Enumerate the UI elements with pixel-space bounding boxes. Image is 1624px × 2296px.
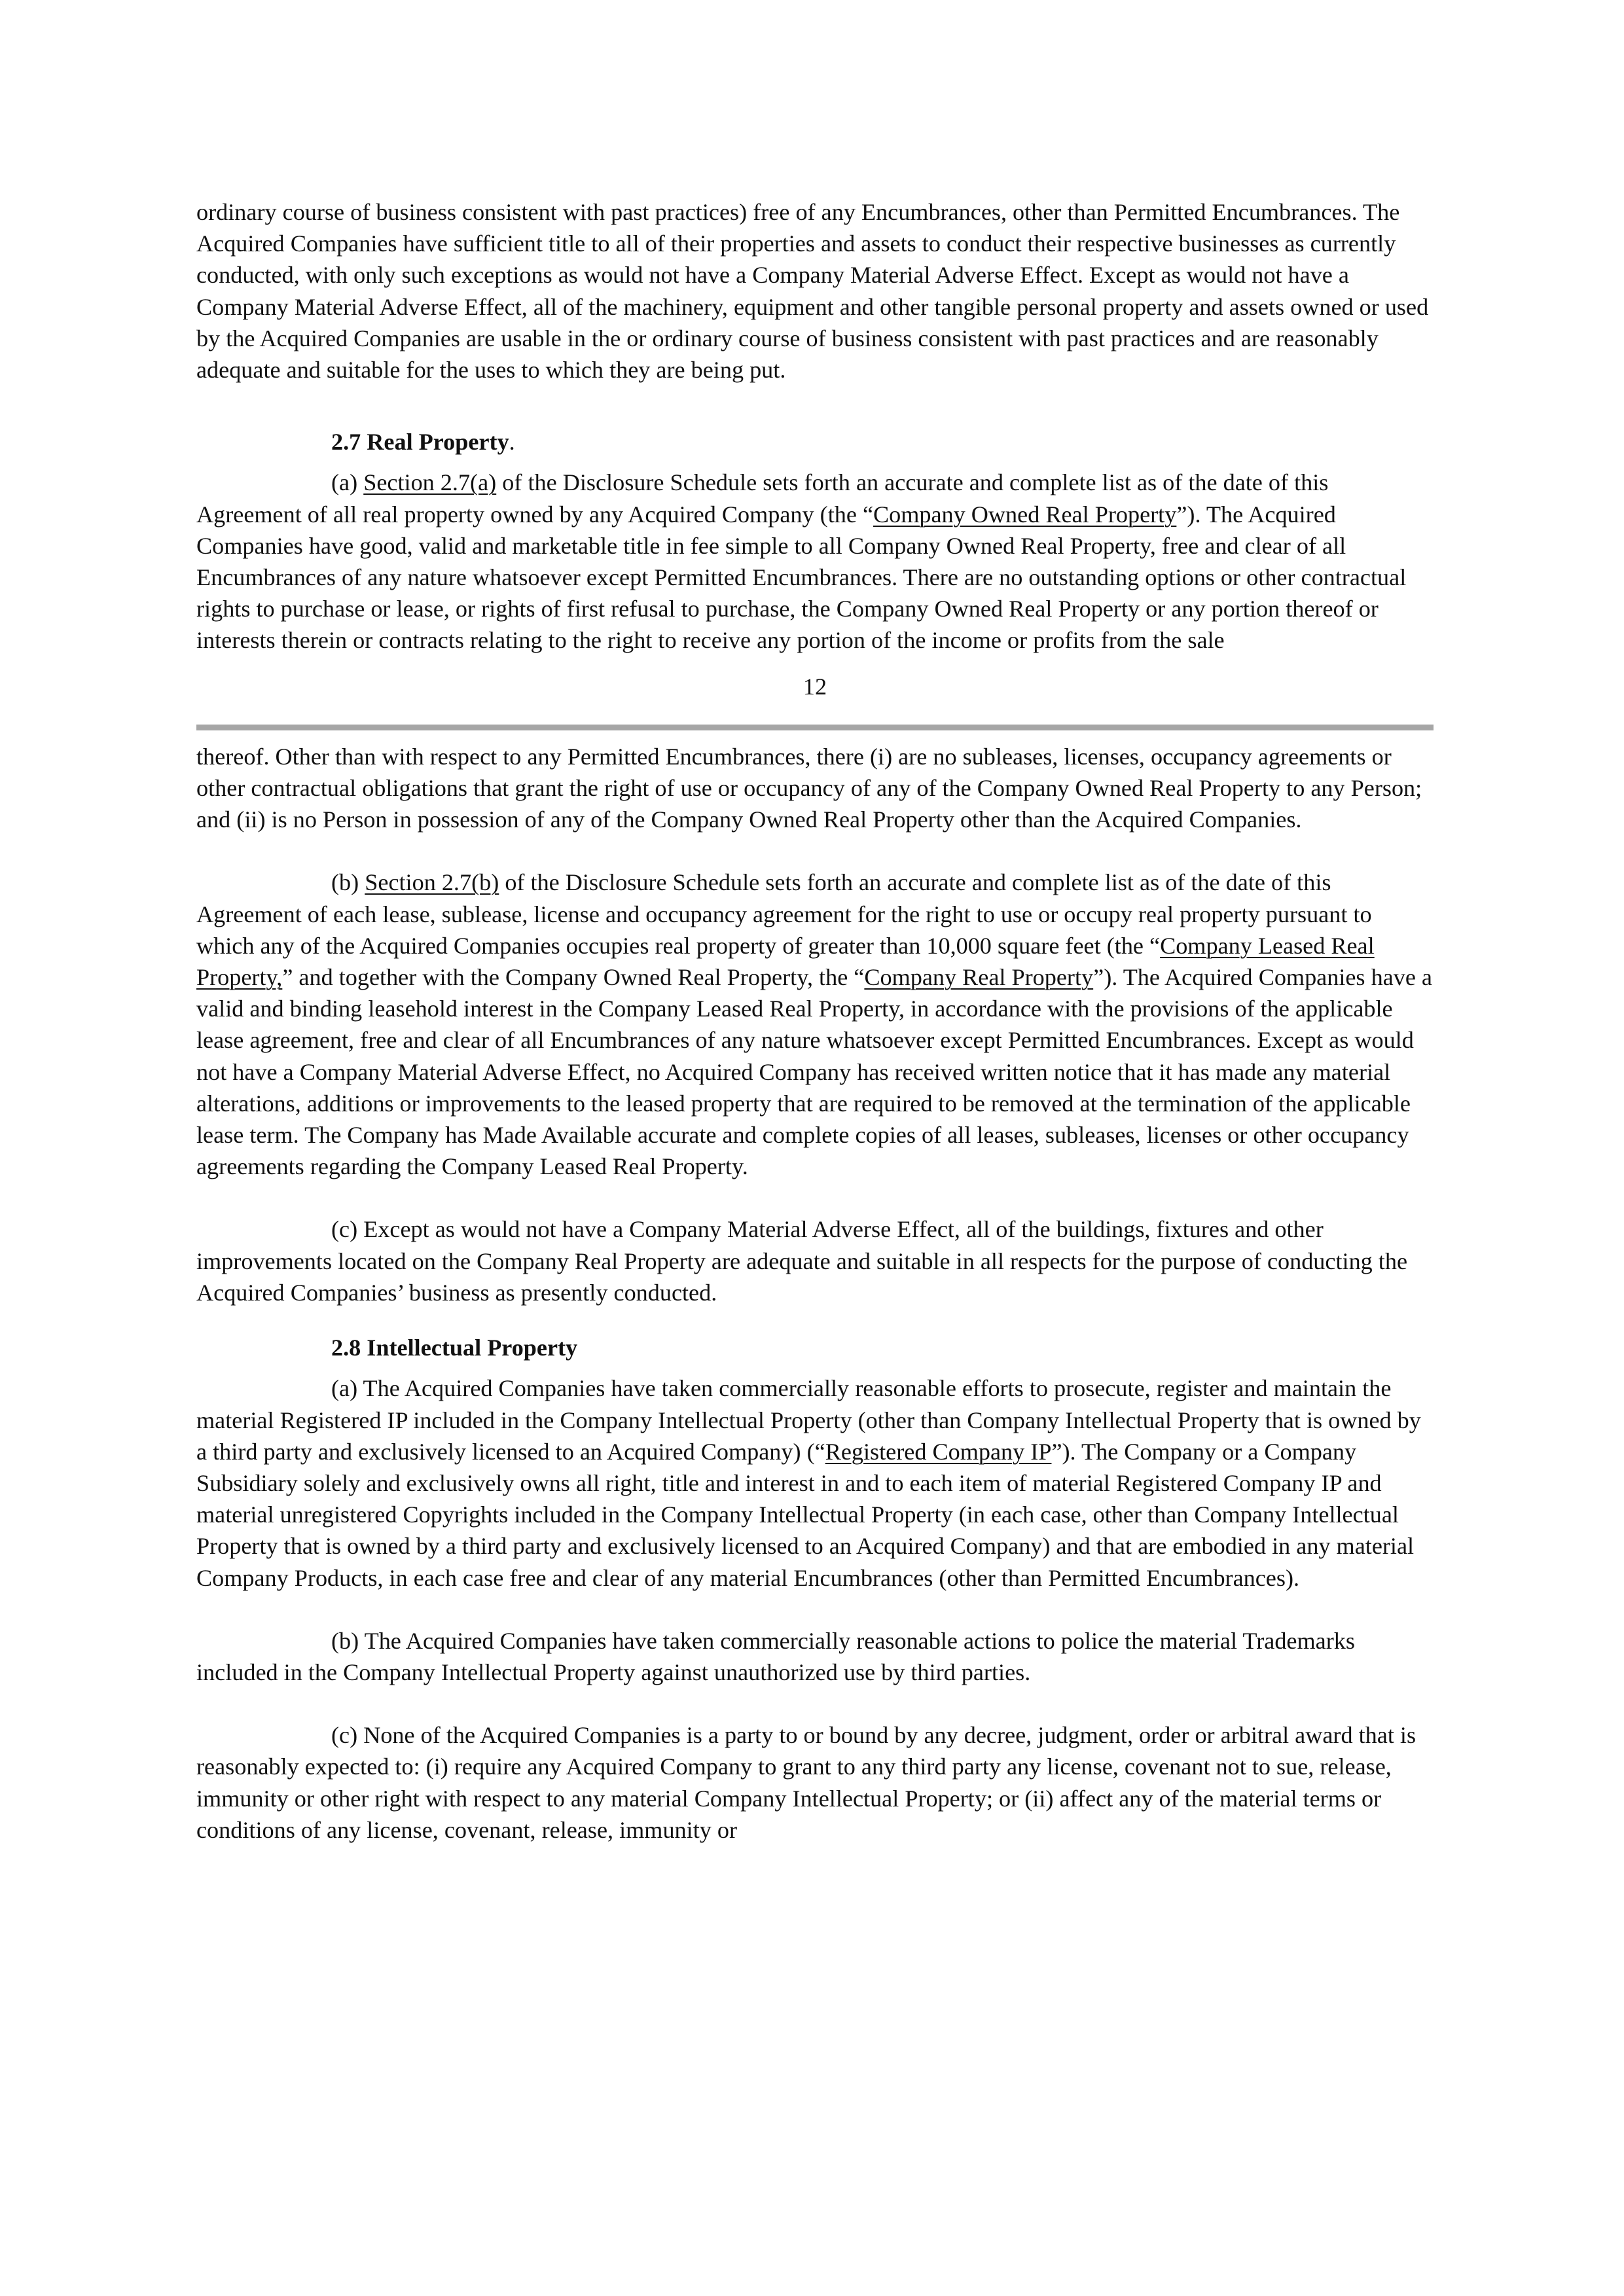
- paragraph-2-7-c: (c) Except as would not have a Company Material Adverse Effect, all of the buildings, fixtures and other improvements located on the Company Real Property are adequate and suitable in all respects for the purpose of conducting the Acquired Companies’ business as presently conducted.: [196, 1216, 1408, 1306]
- spacer: [196, 1182, 1434, 1213]
- defined-term: Registered Company IP: [825, 1438, 1052, 1465]
- paragraph-continuation-2-7-a: thereof. Other than with respect to any Permitted Encumbrances, there (i) are no subleases, licenses, occupancy agreements or other contractual obligations that grant the right of use or occupancy of any of the Company Owned Real Property to any Person; and (ii) is no Person in possession of any of the Company Owned Real Property other than the Acquired Companies.: [196, 743, 1422, 833]
- text-run: of the Disclosure Schedule sets forth an accurate and complete list as of the date of this Agreement of all real property owned by any Acquired Company (the “: [196, 469, 1329, 528]
- section-heading-2-7: [196, 426, 1434, 457]
- spacer: [196, 656, 1434, 671]
- paragraph-2-8-a: [196, 1372, 1434, 1593]
- text-run: of the Disclosure Schedule sets forth an accurate and complete list as of the date of this Agreement of each lease, sublease, license and occupancy agreement for the right to use or occupy real property pursuant to which any of the Acquired Companies occupies real property of greater than 10,000 square feet (the “: [196, 869, 1372, 959]
- defined-term: Company Real Property: [864, 964, 1094, 991]
- page-number: 12: [803, 673, 827, 700]
- paragraph-continuation-2-6: ordinary course of business consistent with past practices) free of any Encumbrances, other than Permitted Encumbrances. The Acquired Companies have sufficient title to all of their properties and assets to conduct their respective businesses as currently conducted, with only such exceptions as would not have a Company Material Adverse Effect. Except as would not have a Company Material Adverse Effect, all of the machinery, equipment and other tangible personal property and assets owned or used by the Acquired Companies are usable in the or ordinary course of business consistent with past practices and are reasonably adequate and suitable for the uses to which they are being put.: [196, 199, 1429, 384]
- paragraph-2-7-b: [196, 867, 1434, 1182]
- page-break-divider: [196, 725, 1434, 730]
- spacer: [196, 1594, 1434, 1625]
- document-page: [196, 196, 1434, 1846]
- heading-text: 2.7 Real Property: [331, 429, 509, 456]
- text-run: (a): [331, 469, 364, 496]
- defined-term: Company Leased Real Property,: [196, 932, 1375, 991]
- section-reference-2-7-b: Section 2.7(b): [365, 869, 499, 896]
- spacer: [196, 1688, 1434, 1719]
- paragraph-2-8-c: (c) None of the Acquired Companies is a party to or bound by any decree, judgment, order or arbitral award that is reasonably expected to: (i) require any Acquired Company to grant to any third party any license, covenant not to sue, release, immunity or other right with respect to any material Company Intellectual Property; or (ii) affect any of the material terms or conditions of any license, covenant, release, immunity or: [196, 1722, 1416, 1843]
- section-reference-2-7-a: Section 2.7(a): [363, 469, 497, 496]
- spacer: [196, 1363, 1434, 1372]
- text-run: (a) The Acquired Companies have taken commercially reasonable efforts to prosecute, register and maintain the material Registered IP included in the Company Intellectual Property (other than Company Intellectual Property that is owned by a third party and exclusively licensed to an Acquired Company) (“: [196, 1375, 1421, 1465]
- section-heading-2-8: 2.8 Intellectual Property: [331, 1335, 578, 1361]
- paragraph-2-8-b: (b) The Acquired Companies have taken commercially reasonable actions to police the material Trademarks included in the Company Intellectual Property against unauthorized use by third parties.: [196, 1627, 1355, 1685]
- text-run: ”). The Acquired Companies have good, valid and marketable title in fee simple to all Company Owned Real Property, free and clear of all Encumbrances of any nature whatsoever except Permitted Encumbrances. There are no outstanding options or other contractual rights to purchase or lease, or rights of first refusal to purchase, the Company Owned Real Property or any portion thereof or interests therein or contracts relating to the right to receive any portion of the income or profits from the sale: [196, 501, 1407, 654]
- spacer: [196, 386, 1434, 426]
- heading-period: .: [509, 429, 515, 456]
- text-run: ”). The Acquired Companies have a valid and binding leasehold interest in the Company Leased Real Property, in accordance with the provisions of the applicable lease agreement, free and clear of all Encumbrances of any nature whatsoever except Permitted Encumbrances. Except as would not have a Company Material Adverse Effect, no Acquired Company has received written notice that it has made any material alterations, additions or improvements to the leased property that are required to be removed at the termination of the applicable lease term. The Company has Made Available accurate and complete copies of all leases, subleases, licenses or other occupancy agreements regarding the Company Leased Real Property.: [196, 964, 1432, 1180]
- text-run: ”). The Company or a Company Subsidiary solely and exclusively owns all right, title and interest in and to each item of material Registered Company IP and material unregistered Copyrights included in the Company Intellectual Property (in each case, other than Company Intellectual Property that is owned by a third party and exclusively licensed to an Acquired Company) and that are embodied in any material Company Products, in each case free and clear of any material Encumbrances (other than Permitted Encumbrances).: [196, 1438, 1415, 1591]
- spacer: [196, 1308, 1434, 1332]
- text-run: ” and together with the Company Owned Real Property, the “: [282, 964, 865, 991]
- spacer: [196, 835, 1434, 867]
- spacer: [196, 457, 1434, 467]
- text-run: (b): [331, 869, 365, 896]
- defined-term: Company Owned Real Property: [873, 501, 1177, 528]
- paragraph-2-7-a: [196, 467, 1434, 656]
